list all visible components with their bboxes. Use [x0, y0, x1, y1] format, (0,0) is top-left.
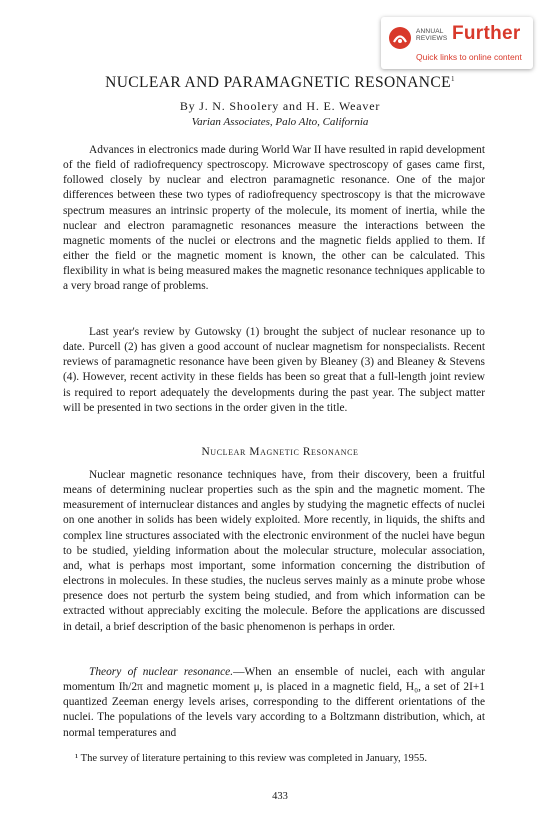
- article-affiliation: Varian Associates, Palo Alto, California: [191, 116, 369, 128]
- further-brand: Further: [452, 23, 521, 44]
- further-subtitle: Quick links to online content: [416, 52, 522, 62]
- footnote: ¹ The survey of literature pertaining to this review was completed in January, 1955.: [75, 753, 428, 764]
- intro-paragraph-1: Advances in electronics made during World War II have resulted in rapid development of the field of radiofrequency spectroscopy. Microwave spectroscopy of gases came first, followed closely by nuclear and electron paramagnetic resonance. One of the major differences between these two types of radiofrequency spectroscopy is that the microwave spectrum measures an intrinsic property of the molecule, its moment of inertia, while the nuclear and electron paramagnetic resonances measure the interactions between the magnetic moments of the nuclei or electrons and the magnetic fields applied to them. If either the field or the magnetic moment is known, the other can be calculated. This flexibility in what is being measured makes the magnetic resonance techniques applicable to a very broad range of problems.: [63, 144, 485, 293]
- theory-text: —When an ensemble of nuclei, each with angular momentum Ih/2π and magnetic moment μ, is placed in a magnetic field, H₀, a set of 2I+1 quantized Zeeman energy levels arises, corresponding to the different orientations of the nuclei. The populations of the levels vary according to a Boltzmann distribution, which, at normal temperatures and: [63, 666, 485, 739]
- theory-runin: Theory of nuclear resonance.: [89, 666, 234, 678]
- theory-paragraph: [63, 665, 485, 741]
- section-heading: Nuclear Magnetic Resonance: [201, 446, 359, 458]
- title-footnote-mark: 1: [450, 74, 455, 83]
- annual-reviews-wordmark: ANNUAL REVIEWS: [416, 28, 448, 42]
- annual-reviews-logo-icon: [389, 27, 411, 49]
- article-authors: By J. N. Shoolery and H. E. Weaver: [179, 99, 381, 113]
- page-number: 433: [272, 791, 288, 802]
- further-badge[interactable]: [381, 17, 533, 69]
- article-title: NUCLEAR AND PARAMAGNETIC RESONANCE$^1$: [105, 74, 455, 91]
- section-paragraph: Nuclear magnetic resonance techniques have, from their discovery, been a fruitful means of determining nuclear properties such as the spin and the magnetic moment. The measurement of internuclear distances and angles by studying the magnetic effects of nuclei on one another in solids has been widely exploited. More recently, in liquids, the shifts and complex line structures associated with the electronic environment of the nuclei have begun to be studied, yielding information about the molecular structure, molecular association, and, what is perhaps most important, some information concerning the distribution of electrons in molecules. In these studies, the nucleus serves mainly as a minute probe whose presence does not perturb the system being studied, and from which information can be extracted without appreciably exciting the molecule. Before the applications are discussed in detail, a brief description of the basic phenomenon is perhaps in order.: [63, 469, 485, 633]
- intro-paragraph-2: Last year's review by Gutowsky (1) brought the subject of nuclear resonance up to date. Purcell (2) has given a good account of nuclear magnetism for nonspecialists. Recent reviews of paramagnetic resonance have been given by Bleaney (3) and Bleaney & Stevens (4). However, recent activity in these fields has been so great that a full-length joint review is required to report adequately the developments during the past year. The subject matter will be presented in two sections in the order given in the title.: [63, 326, 485, 414]
